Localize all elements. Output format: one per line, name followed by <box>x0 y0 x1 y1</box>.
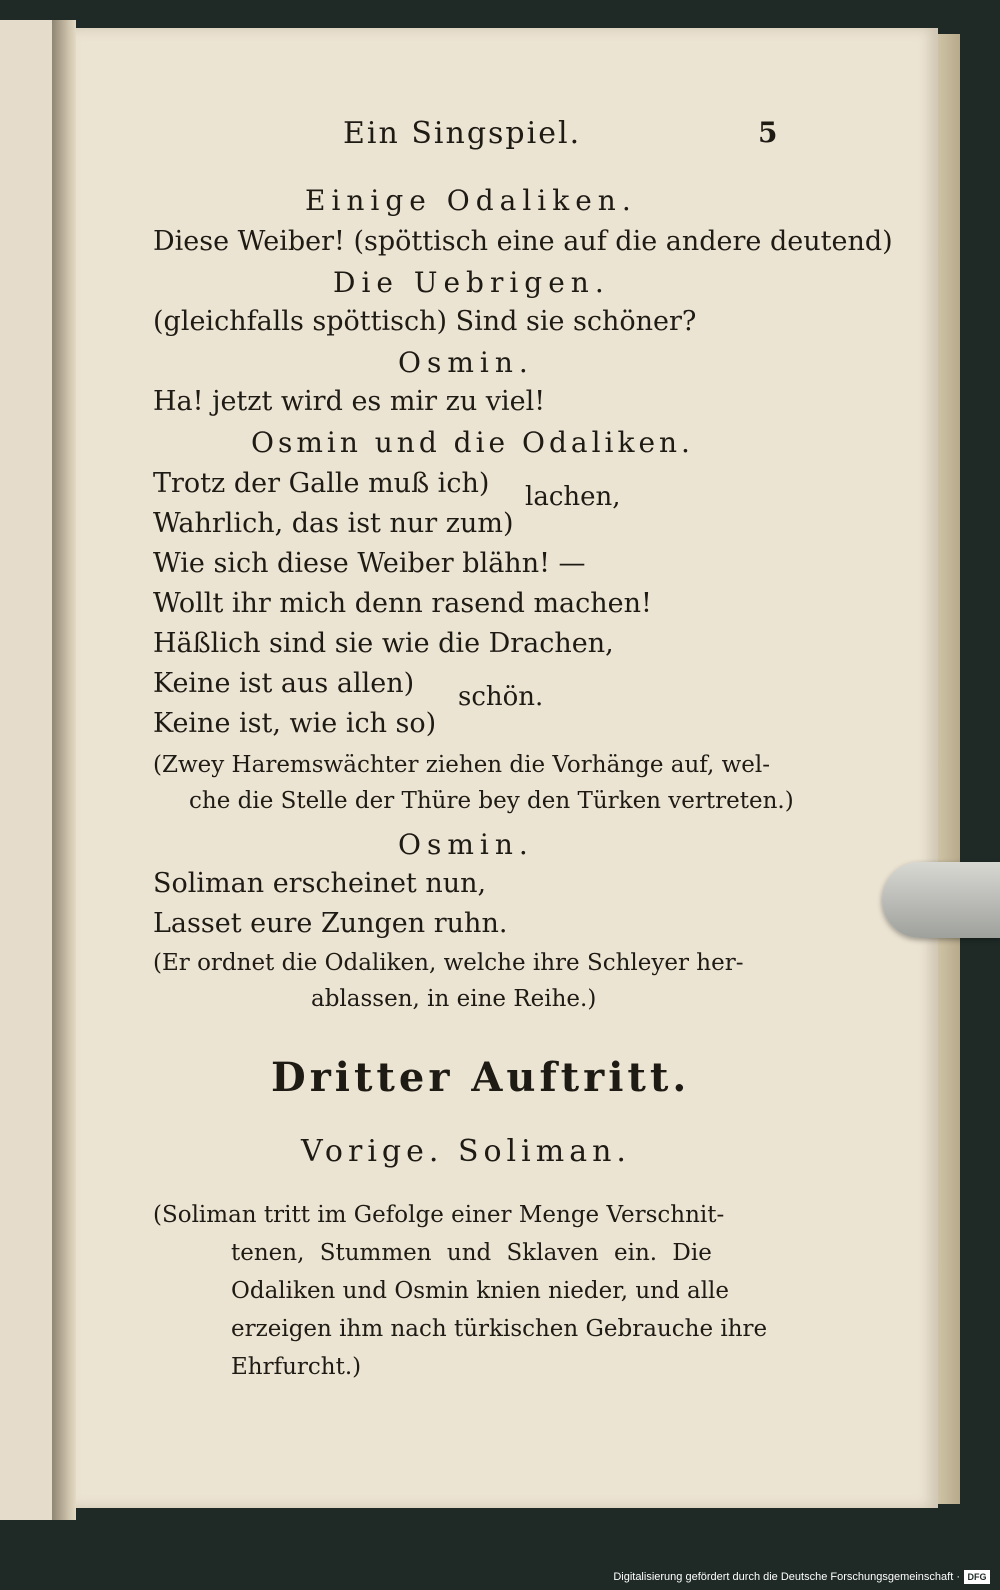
verse-line: Wie sich diese Weiber blähn! — <box>153 548 586 579</box>
page-stack-edge <box>938 34 960 1504</box>
scene-characters: Vorige. Soliman. <box>301 1134 631 1169</box>
verse-line: Häßlich sind sie wie die Drachen, <box>153 628 614 659</box>
running-header: Ein Singspiel. <box>343 116 582 151</box>
stage-direction: Odaliken und Osmin knien nieder, und alle <box>231 1278 730 1304</box>
dfg-logo: DFG <box>964 1570 990 1584</box>
stage-direction: (Er ordnet die Odaliken, welche ihre Schleyer her- <box>153 950 744 976</box>
stage-direction: Ehrfurcht.) <box>231 1354 362 1380</box>
stage-direction: erzeigen ihm nach türkischen Gebrauche ihre <box>231 1316 768 1342</box>
page-number: 5 <box>758 116 778 149</box>
brace-word: schön. <box>458 682 544 712</box>
speaker-label: Osmin. <box>398 346 534 379</box>
stage-direction: ablassen, in eine Reihe.) <box>311 986 597 1012</box>
verse-line: Trotz der Galle muß ich) <box>153 468 490 499</box>
stage-direction: (Zwey Haremswächter ziehen die Vorhänge auf, wel- <box>153 752 771 778</box>
scanner-clip <box>882 862 1000 938</box>
text-line: Diese Weiber! (spöttisch eine auf die andere deutend) <box>153 226 893 257</box>
text-line: (gleichfalls spöttisch) Sind sie schöner? <box>153 306 697 337</box>
stage-direction: che die Stelle der Thüre bey den Türken vertreten.) <box>189 788 794 814</box>
verse-line: Wahrlich, das ist nur zum) <box>153 508 514 539</box>
speaker-label: Osmin und die Odaliken. <box>251 426 694 459</box>
scene-heading: Dritter Auftritt. <box>271 1054 691 1101</box>
verse-line: Ha! jetzt wird es mir zu viel! <box>153 386 546 417</box>
verse-line: Keine ist, wie ich so) <box>153 708 437 739</box>
verse-line: Soliman erscheinet nun, <box>153 868 487 899</box>
digitization-credit: Digitalisierung gefördert durch die Deutsche Forschungsgemeinschaft · <box>613 1571 960 1583</box>
verse-line: Lasset eure Zungen ruhn. <box>153 908 508 939</box>
stage-direction: (Soliman tritt im Gefolge einer Menge Verschnit- <box>153 1202 725 1228</box>
facing-page-edge <box>0 20 54 1520</box>
verse-line: Keine ist aus allen) <box>153 668 415 699</box>
speaker-label: Die Uebrigen. <box>333 266 610 299</box>
book-gutter <box>52 20 76 1520</box>
stage-direction: tenen, Stummen und Sklaven ein. Die <box>231 1240 712 1266</box>
verse-line: Wollt ihr mich denn rasend machen! <box>153 588 652 619</box>
brace-word: lachen, <box>525 482 621 512</box>
speaker-label: Osmin. <box>398 828 534 861</box>
speaker-label: Einige Odaliken. <box>305 184 637 217</box>
